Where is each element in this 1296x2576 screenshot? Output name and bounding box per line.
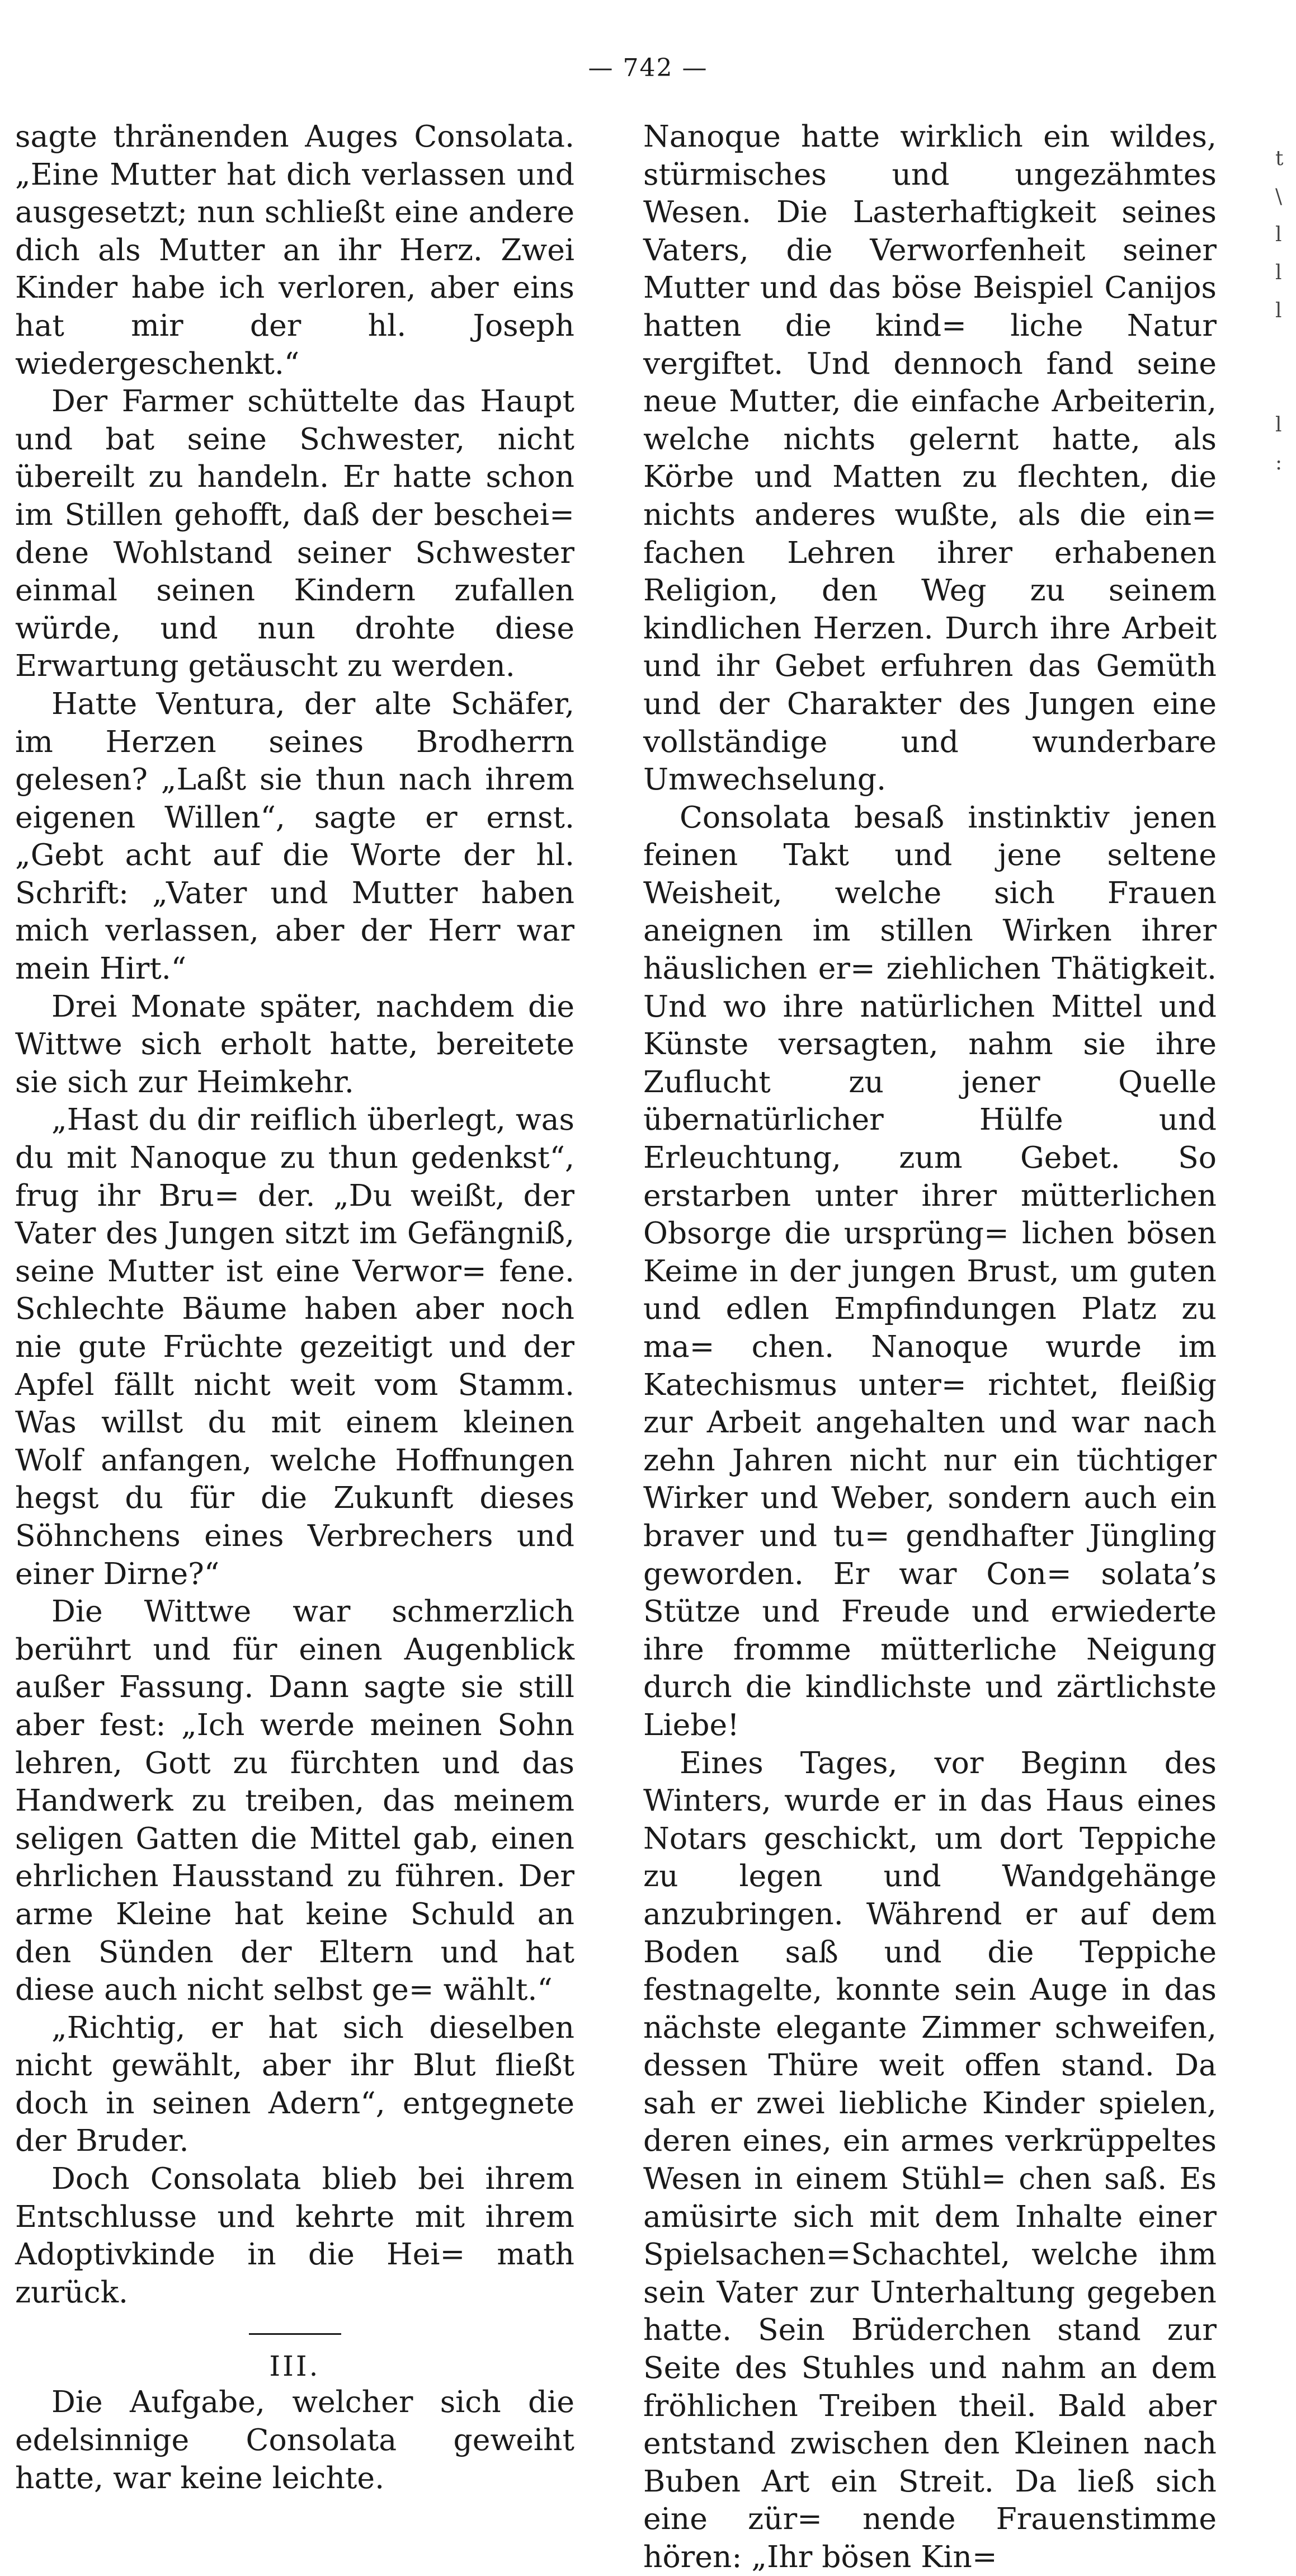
paragraph: Nanoque hatte wirklich ein wildes, stürmisches und ungezähmtes Wesen. Die Lasterhaftigkeit seines Vaters, die Verworfenheit seiner Mutter und das böse Beispiel Canijos hatten die kind= liche Natur vergiftet. Und dennoch fand seine neue Mutter, die einfache Arbeiterin, welche nichts gelernt hatte, als Körbe und Matten zu flechten, die nichts anderes wußte, als die ein= fachen Lehren ihrer erhabenen Religion, den Weg zu seinem kindlichen Herzen. Durch ihre Arbeit und ihr Gebet erfuhren das Gemüth und der Charakter des Jungen eine vollständige und wunderbare Umwechselung. [643, 119, 1217, 797]
margin-mark [1275, 330, 1292, 368]
margin-mark: l [1275, 413, 1282, 436]
paragraph: Drei Monate später, nachdem die Wittwe sich erholt hatte, bereitete sie sich zur Heimkehr. [15, 988, 574, 1099]
margin-mark: t [1275, 147, 1284, 170]
margin-mark: l [1275, 261, 1282, 284]
margin-mark: : [1275, 452, 1283, 474]
paragraph: Die Wittwe war schmerzlich berührt und für einen Augenblick außer Fassung. Dann sagte sie still aber fest: „Ich werde meinen Sohn lehren, Gott zu fürchten und das Handwerk zu treiben, das meinem seligen Gatten die Mittel gab, einen ehrlichen Hausstand zu führen. Der arme Kleine hat keine Schuld an den Sünden der Eltern und hat diese auch nicht selbst ge= wählt.“ [15, 1593, 574, 2008]
right-column [643, 117, 1217, 2576]
margin-mark: \ [1275, 185, 1283, 208]
left-column [15, 117, 574, 2497]
section-divider [249, 2333, 341, 2335]
paragraph: „Hast du dir reiflich überlegt, was du mit Nanoque zu thun gedenkst“, frug ihr Bru= der. „Du weißt, der Vater des Jungen sitzt im Gefängniß, seine Mutter ist eine Verwor= fene. Schlechte Bäume haben aber noch nie gute Früchte gezeitigt und der Apfel fällt nicht weit vom Stamm. Was willst du mit einem kleinen Wolf anfangen, welche Hoffnungen hegst du für die Zukunft dieses Söhnchens eines Verbrechers und einer Dirne?“ [15, 1102, 574, 1591]
paragraph: Doch Consolata blieb bei ihrem Entschlusse und kehrte mit ihrem Adoptivkinde in die Hei= math zurück. [15, 2161, 574, 2310]
paragraph: sagte thränenden Auges Consolata. „Eine Mutter hat dich verlassen und ausgesetzt; nun schließt eine andere dich als Mutter an ihr Herz. Zwei Kinder habe ich verloren, aber eins hat mir der hl. Joseph wiedergeschenkt.“ [15, 119, 574, 381]
paragraph: „Richtig, er hat sich dieselben nicht gewählt, aber ihr Blut fließt doch in seinen Adern“, entgegnete der Bruder. [15, 2009, 574, 2159]
paragraph: Eines Tages, vor Beginn des Winters, wurde er in das Haus eines Notars geschickt, um dort Teppiche zu legen und Wandgehänge anzubringen. Während er auf dem Boden saß und die Teppiche festnagelte, konnte sein Auge in das nächste elegante Zimmer schweifen, dessen Thüre weit offen stand. Da sah er zwei liebliche Kinder spielen, deren eines, ein armes verkrüppeltes Wesen in einem Stühl= chen saß. Es amüsirte sich mit dem Inhalte einer Spielsachen=Schachtel, welche ihm sein Vater zur Unterhaltung gegeben hatte. Sein Brüderchen stand zur Seite des Stuhles und nahm an dem fröhlichen Treiben theil. Bald aber entstand zwischen den Kleinen nach Buben Art ein Streit. Da ließ sich eine zür= nende Frauenstimme hören: „Ihr bösen Kin= [643, 1745, 1217, 2574]
margin-mark [1275, 368, 1292, 406]
page-number: — 742 — [588, 54, 708, 82]
margin-mark: l [1275, 223, 1282, 246]
paragraph: Der Farmer schüttelte das Haupt und bat seine Schwester, nicht übereilt zu handeln. Er hatte schon im Stillen gehofft, daß der beschei= dene Wohlstand seiner Schwester einmal seinen Kindern zufallen würde, und nun drohte diese Erwartung getäuscht zu werden. [15, 383, 574, 684]
paragraph: Die Aufgabe, welcher sich die edelsinnige Consolata geweiht hatte, war keine leichte. [15, 2384, 574, 2495]
section-break [15, 2333, 574, 2383]
section-heading: III. [269, 2350, 321, 2383]
margin-mark: l [1275, 299, 1282, 322]
paragraph: Consolata besaß instinktiv jenen feinen Takt und jene seltene Weisheit, welche sich Frauen aneignen im stillen Wirken ihrer häuslichen er= ziehlichen Thätigkeit. Und wo ihre natürlichen Mittel und Künste versagten, nahm sie ihre Zuflucht zu jener Quelle übernatürlicher Hülfe und Erleuchtung, zum Gebet. So erstarben unter ihrer mütterlichen Obsorge die ursprüng= lichen bösen Keime in der jungen Brust, um guten und edlen Empfindungen Platz zu ma= chen. Nanoque wurde im Katechismus unter= richtet, fleißig zur Arbeit angehalten und war nach zehn Jahren nicht nur ein tüchtiger Wirker und Weber, sondern auch ein braver und tu= gendhafter Jüngling geworden. Er war Con= solata’s Stütze und Freude und erwiederte ihre fromme mütterliche Neigung durch die kindlichste und zärtlichste Liebe! [643, 799, 1217, 1742]
margin-bleed-marks [1275, 140, 1292, 482]
paragraph: Hatte Ventura, der alte Schäfer, im Herzen seines Brodherrn gelesen? „Laßt sie thun nach ihrem eigenen Willen“, sagte er ernst. „Gebt acht auf die Worte der hl. Schrift: „Vater und Mutter haben mich verlassen, aber der Herr war mein Hirt.“ [15, 685, 574, 986]
